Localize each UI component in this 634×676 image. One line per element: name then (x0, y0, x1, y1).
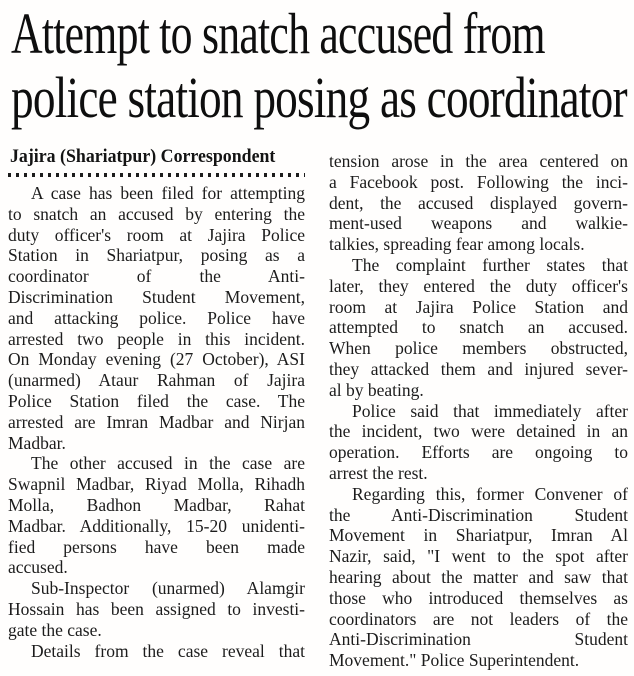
body-line: Nazir, said, "I went to the spot after (329, 546, 628, 567)
body-line: attempted to snatch an accused. (329, 317, 628, 338)
body-line: room at Jajira Police Station and (329, 296, 628, 317)
body-line: arrested are Imran Madbar and Nirjan (8, 411, 305, 432)
body-line: accused. (8, 557, 68, 578)
body-line: Movement." Police Superintendent. (329, 650, 580, 671)
body-line: they attacked them and injured sever- (329, 358, 628, 379)
body-line: al by beating. (329, 379, 424, 400)
body-line: Police Station filed the case. The (8, 390, 305, 411)
body-line: ment-used weapons and walkie- (329, 213, 628, 234)
headline-line-1: Attempt to snatch accused from (11, 1, 545, 66)
body-line: The other accused in the case are (31, 453, 305, 474)
byline: Jajira (Shariatpur) Correspondent (10, 146, 276, 167)
body-line: Anti-Discrimination Student (329, 629, 628, 650)
body-line: duty officer's room at Jajira Police (8, 224, 305, 245)
body-line: arrested two people in this incident. (8, 328, 305, 349)
body-line: the incident, two were detained in an (329, 421, 628, 442)
body-line: fied persons have been made (8, 536, 305, 557)
body-line: to snatch an accused by entering the (8, 203, 305, 224)
body-line: tension arose in the area centered on (329, 151, 628, 171)
body-line: arrest the rest. (329, 462, 428, 483)
body-line: Station in Shariatpur, posing as a (8, 245, 305, 266)
body-line: gate the case. (8, 619, 102, 640)
body-line: When police members obstructed, (329, 338, 628, 359)
body-line: Molla, Badhon Madbar, Rahat (8, 494, 305, 515)
body-line: Regarding this, former Convener of (352, 483, 628, 504)
body-line: The complaint further states that (352, 254, 628, 275)
body-line: Discrimination Student Movement, (8, 286, 305, 307)
body-line: (unarmed) Ataur Rahman of Jajira (8, 370, 305, 391)
body-line: Movement in Shariatpur, Imran Al (329, 525, 628, 546)
body-line: talkies, spreading fear among locals. (329, 234, 585, 255)
body-line: Police said that immediately after (352, 400, 628, 421)
body-line: A case has been filed for attempting (31, 183, 305, 203)
body-line: coordinators are not leaders of the (329, 608, 628, 629)
body-line: coordinator of the Anti- (8, 266, 305, 287)
body-line: dent, the accused displayed govern- (329, 192, 628, 213)
body-line: Details from the case reveal that (31, 640, 305, 661)
headline-line-2: police station posing as coordinator (11, 65, 627, 130)
body-line: hearing about the matter and saw that (329, 566, 628, 587)
body-line: later, they entered the duty officer's (329, 275, 628, 296)
body-line: Madbar. (8, 432, 66, 453)
article-column-left (8, 183, 305, 661)
body-line: Madbar. Additionally, 15-20 unidenti- (8, 515, 305, 536)
article-headline (11, 2, 629, 130)
body-line: a Facebook post. Following the inci- (329, 171, 628, 192)
body-line: operation. Efforts are ongoing to (329, 442, 628, 463)
body-line: Sub-Inspector (unarmed) Alamgir (31, 578, 305, 599)
body-line: Hossain has been assigned to investi- (8, 598, 305, 619)
body-line: those who introduced themselves as (329, 587, 628, 608)
body-line: the Anti-Discrimination Student (329, 504, 628, 525)
body-line: and attacking police. Police have (8, 307, 305, 328)
article-column-right (329, 151, 628, 671)
body-line: On Monday evening (27 October), ASI (8, 349, 305, 370)
dotted-divider (8, 173, 305, 177)
body-line: Swapnil Madbar, Riyad Molla, Rihadh (8, 474, 305, 495)
